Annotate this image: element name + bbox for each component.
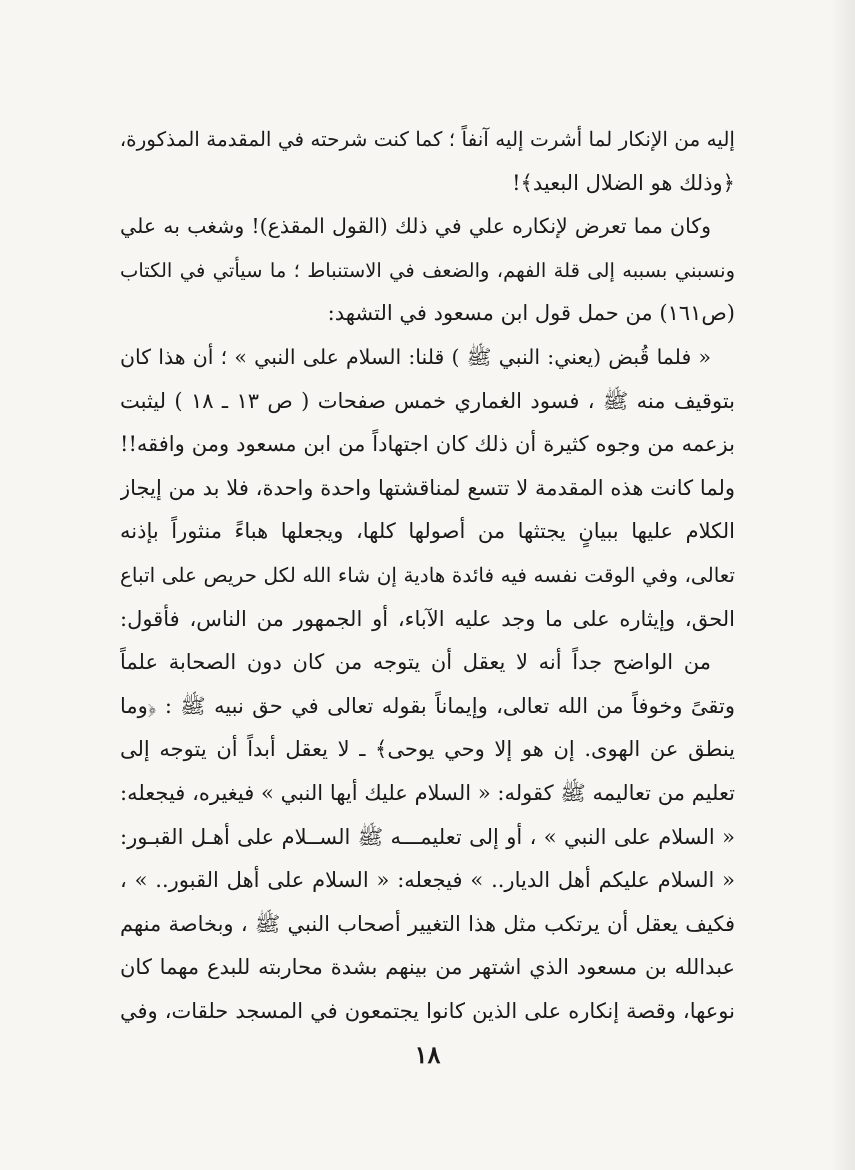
text-line: تعالى، وفي الوقت نفسه فيه فائدة هادية إن شاء الله لكل حريص على اتباع <box>120 562 735 587</box>
text-line: تعليم من تعاليمه ﷺ كقوله: « السلام عليك أيها النبي » فيغيره، فيجعله: <box>120 780 735 805</box>
text-line: الحق، وإيثاره على ما وجد عليه الآباء، أو الجمهور من الناس، فأقول: <box>120 606 735 631</box>
text-line: من الواضح جداً أنه لا يعقل أن يتوجه من كان دون الصحابة علماً <box>120 650 711 675</box>
text-line: (ص١٦١) من حمل قول ابن مسعود في التشهد: <box>327 301 735 326</box>
page-number: ١٨ <box>414 1040 441 1069</box>
text-line: بزعمه من وجوه كثيرة أن ذلك كان اجتهاداً من ابن مسعود ومن وافقه!! <box>120 432 735 457</box>
text-line: ينطق عن الهوى. إن هو إلا وحي يوحى﴾ ـ لا يعقل أبداً أن يتوجه إلى <box>120 737 735 762</box>
text-line: « السلام على النبي » ، أو إلى تعليمـــه ﷺ الســلام على أهـل القبـور: <box>120 824 735 849</box>
text-line: ولما كانت هذه المقدمة لا تتسع لمناقشتها واحدة واحدة، فلا بد من إيجاز <box>120 475 735 500</box>
text-line: فكيف يعقل أن يرتكب مثل هذا التغيير أصحاب النبي ﷺ ، وبخاصة منهم <box>120 911 735 936</box>
text-line: بتوقيف منه ﷺ ، فسود الغماري خمس صفحات ( ص ١٣ ـ ١٨ ) ليثبت <box>120 388 735 413</box>
scan-edge-shadow <box>831 0 855 1170</box>
text-line: ونسبني بسببه إلى قلة الفهم، والضعف في الاستنباط ؛ ما سيأتي في الكتاب <box>120 258 735 282</box>
text-line: الكلام عليها ببيانٍ يجتثها من أصولها كلها، ويجعلها هباءً منثوراً بإذنه <box>120 519 735 544</box>
text-line: إليه من الإنكار لما أشرت إليه آنفاً ؛ كما كنت شرحته في المقدمة المذكورة، <box>120 127 735 151</box>
text-line: نوعها، وقصة إنكاره على الذين كانوا يجتمعون في المسجد حلقات، وفي <box>120 998 735 1023</box>
text-line: وتقىً وخوفاً من الله تعالى، وإيماناً بقوله تعالى في حق نبيه ﷺ : ﴿وما <box>120 693 735 718</box>
text-line: عبدالله بن مسعود الذي اشتهر من بينهم بشدة محاربته للبدع مهما كان <box>120 955 735 980</box>
text-line: « فلما قُبض (يعني: النبي ﷺ ) قلنا: السلام على النبي » ؛ أن هذا كان <box>120 344 711 369</box>
text-line: ﴿وذلك هو الضلال البعيد﴾! <box>512 170 735 195</box>
text-line: « السلام عليكم أهل الديار.. » فيجعله: « السلام على أهل القبور.. » ، <box>120 868 735 893</box>
body-text <box>120 118 735 1033</box>
text-line: وكان مما تعرض لإنكاره علي في ذلك (القول المقذع)! وشغب به علي <box>120 214 711 239</box>
